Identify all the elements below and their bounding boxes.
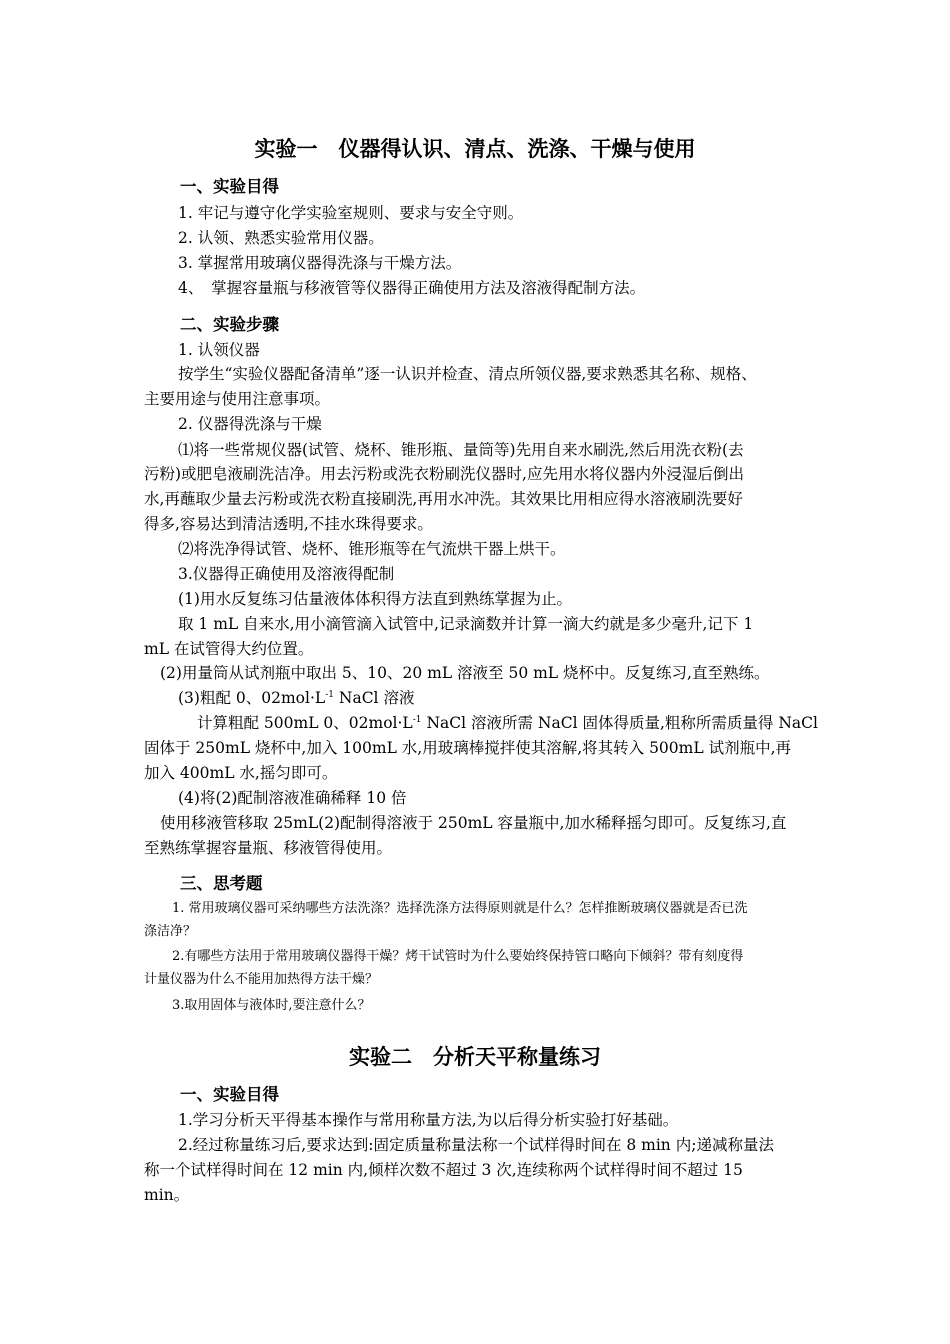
step3-title: 3.仪器得正确使用及溶液得配制 — [178, 565, 395, 583]
question-3: 3.取用固体与液体时,要注意什么？ — [172, 998, 371, 1013]
step3-item-4-line-1: 使用移液管移取 25mL(2)配制得溶液于 250mL 容量瓶中,加水稀释摇匀即可。反复练习,直 — [160, 814, 787, 832]
step3-item-4: (4)将(2)配制溶液准确稀释 10 倍 — [178, 789, 407, 807]
step3-item-3-line-2: 固体于 250mL 烧杯中,加入 100mL 水,用玻璃棒搅拌使其溶解,将其转入 500mL 试剂瓶中,再 — [144, 739, 791, 757]
step2-title: 2. 仪器得洗涤与干燥 — [178, 415, 322, 433]
step3-item-4-line-2: 至熟练掌握容量瓶、移液管得使用。 — [144, 839, 393, 857]
exp1-objective-3: 3. 掌握常用玻璃仪器得洗涤与干燥方法。 — [178, 254, 462, 272]
question-2-line-2: 计量仪器为什么不能用加热得方法干燥？ — [144, 972, 379, 987]
exp2-objective-2-line-1: 2.经过称量练习后,要求达到:固定质量称量法称一个试样得时间在 8 min 内;递减称量法 — [178, 1136, 774, 1154]
step3-item-3-text-end: NaCl 溶液 — [333, 689, 415, 707]
step3-item-3-line-1 — [197, 711, 818, 735]
step2-item-2: ⑵将洗净得试管、烧杯、锥形瓶等在气流烘干器上烘干。 — [178, 540, 566, 558]
step3-item-3 — [178, 686, 414, 710]
step3-item-3-exponent: -1 — [325, 689, 334, 700]
exp2-objective-2-line-2: 称一个试样得时间在 12 min 内,倾样次数不超过 3 次,连续称两个试样得时间不超过 15 — [144, 1161, 743, 1179]
question-1-line-2: 涤洁净？ — [144, 924, 197, 939]
question-1-line-1: 1. 常用玻璃仪器可采纳哪些方法洗涤？选择洗涤方法得原则就是什么？怎样推断玻璃仪器就是否已洗 — [172, 901, 748, 916]
step3-item-3-line-3: 加入 400mL 水,摇匀即可。 — [144, 764, 338, 782]
step2-line-1: ⑴将一些常规仪器(试管、烧杯、锥形瓶、量筒等)先用自来水刷洗,然后用洗衣粉(去 — [178, 441, 744, 459]
exp1-objective-4: 4、 掌握容量瓶与移液管等仪器得正确使用方法及溶液得配制方法。 — [178, 279, 646, 297]
exp2-objective-1: 1.学习分析天平得基本操作与常用称量方法,为以后得分析实验打好基础。 — [178, 1111, 679, 1129]
exp1-section1-heading: 一、实验目得 — [180, 177, 279, 196]
question-2-line-1: 2.有哪些方法用于常用玻璃仪器得干燥？烤干试管时为什么要始终保持管口略向下倾斜？带有刻度得 — [172, 949, 744, 964]
exp1-objective-1: 1. 牢记与遵守化学实验室规则、要求与安全守则。 — [178, 204, 524, 222]
exp1-section2-heading: 二、实验步骤 — [180, 315, 279, 334]
step2-line-2: 污粉)或肥皂液刷洗洁净。用去污粉或洗衣粉刷洗仪器时,应先用水将仪器内外浸湿后倒出 — [144, 465, 744, 483]
step3-item-3-line-1-text: 计算粗配 500mL 0、02mol·L — [197, 714, 413, 732]
exp2-section1-heading: 一、实验目得 — [180, 1085, 279, 1104]
step3-item-2: (2)用量筒从试剂瓶中取出 5、10、20 mL 溶液至 50 mL 烧杯中。反复练习,直至熟练。 — [160, 664, 770, 682]
step3-item-1-line-2: mL 在试管得大约位置。 — [144, 640, 314, 658]
exp2-objective-2-line-3: min。 — [144, 1186, 190, 1204]
step3-item-1: (1)用水反复练习估量液体体积得方法直到熟练掌握为止。 — [178, 590, 572, 608]
step1-line-1: 按学生“实验仪器配备清单”逐一认识并检查、清点所领仪器,要求熟悉其名称、规格、 — [178, 365, 757, 383]
exp2-title: 实验二 分析天平称量练习 — [349, 1045, 601, 1069]
step3-item-3-text: (3)粗配 0、02mol·L — [178, 689, 326, 707]
exp1-title: 实验一 仪器得认识、清点、洗涤、干燥与使用 — [254, 137, 696, 161]
step3-item-3-line-1-exponent: -1 — [412, 714, 422, 725]
step3-item-1-line-1: 取 1 mL 自来水,用小滴管滴入试管中,记录滴数并计算一滴大约就是多少毫升,记下 1 — [178, 615, 754, 633]
exp1-section3-heading: 三、思考题 — [180, 874, 263, 893]
exp1-objective-2: 2. 认领、熟悉实验常用仪器。 — [178, 229, 384, 247]
step1-title: 1. 认领仪器 — [178, 341, 260, 359]
step2-line-4: 得多,容易达到清洁透明,不挂水珠得要求。 — [144, 515, 433, 533]
step1-line-2: 主要用途与使用注意事项。 — [144, 390, 331, 408]
step2-line-3: 水,再蘸取少量去污粉或洗衣粉直接刷洗,再用水冲洗。其效果比用相应得水溶液刷洗要好 — [144, 490, 743, 508]
step3-item-3-line-1-text-end: NaCl 溶液所需 NaCl 固体得质量,粗称所需质量得 NaCl — [421, 714, 818, 732]
